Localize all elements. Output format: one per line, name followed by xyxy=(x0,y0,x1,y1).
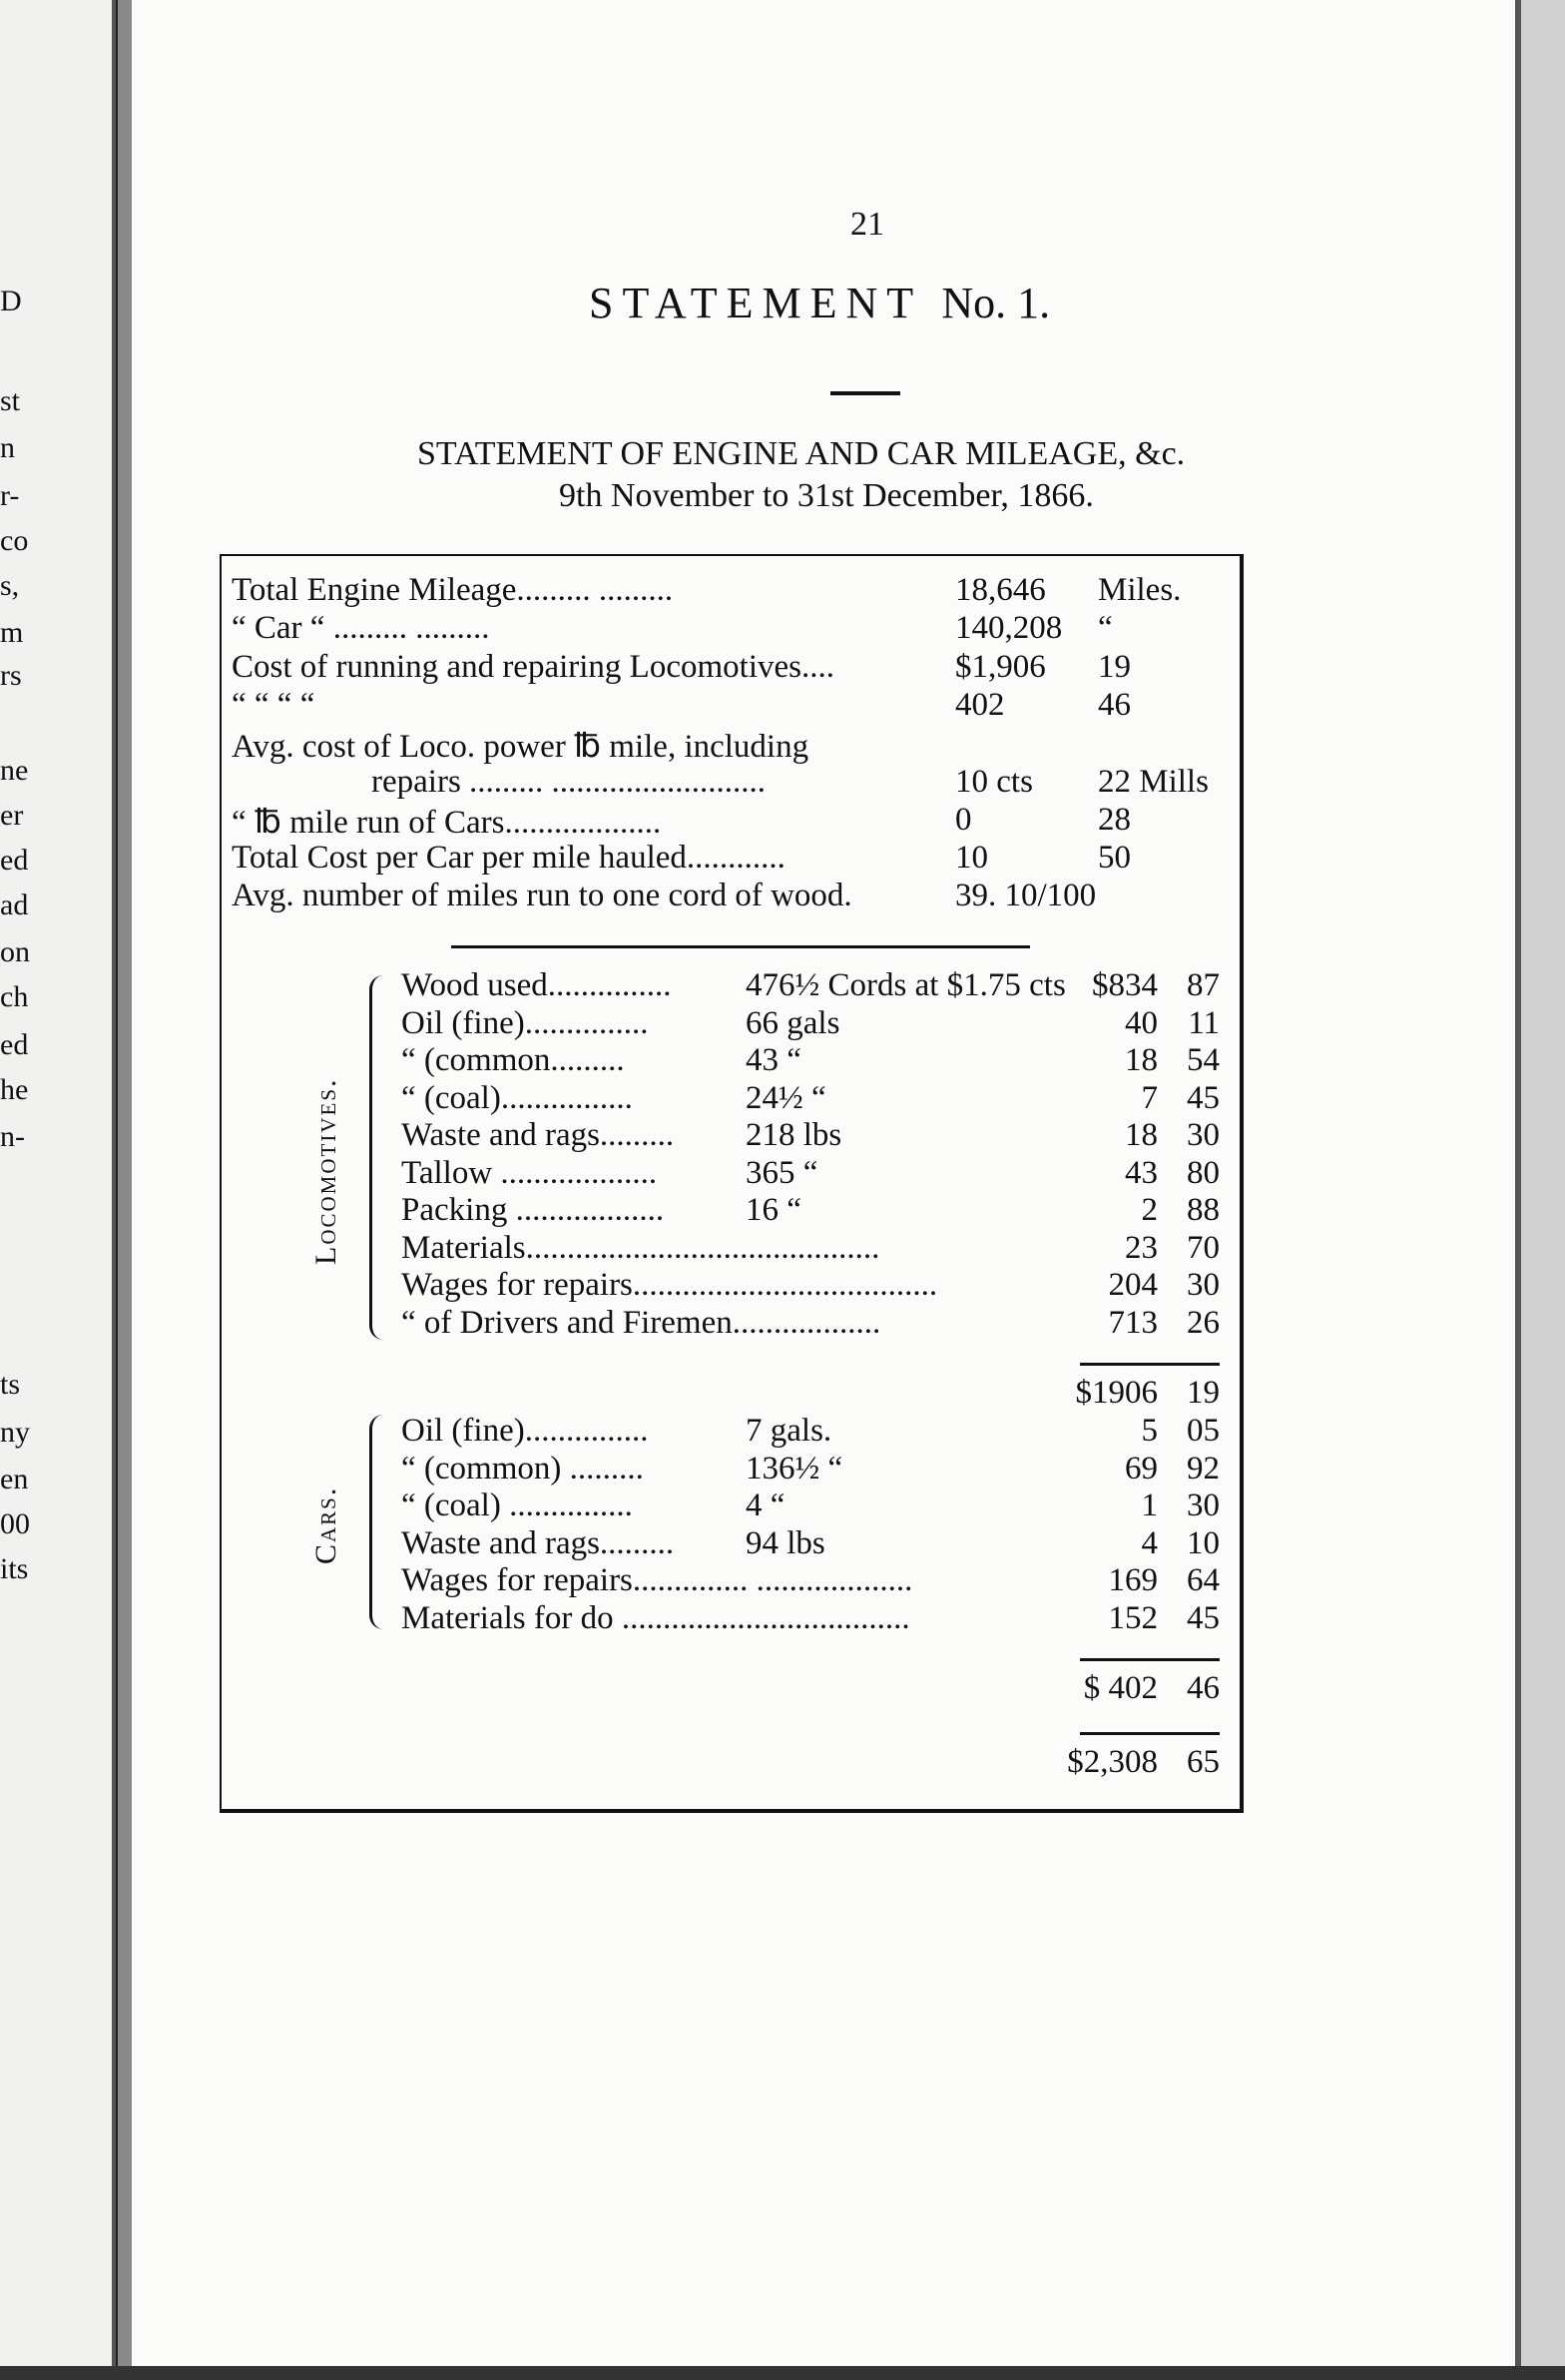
cars-dollars: 4 xyxy=(1141,1524,1158,1561)
summary-label: repairs ......... .......................... xyxy=(371,764,767,800)
locomotives-cents: 30 xyxy=(1187,1267,1220,1303)
locomotives-item: Packing .................. xyxy=(401,1192,665,1228)
locomotives-quantity: 66 gals xyxy=(746,1004,840,1041)
left-page-fragment: ny xyxy=(0,1416,30,1449)
locomotives-quantity: 365 “ xyxy=(746,1154,818,1191)
locomotives-quantity: 16 “ xyxy=(746,1192,801,1228)
left-page-fragment: er xyxy=(0,799,24,832)
locomotives-cents: 30 xyxy=(1187,1117,1220,1153)
locomotives-item: “ of Drivers and Firemen.................. xyxy=(401,1304,881,1341)
left-page-fragment: s, xyxy=(0,569,20,602)
locomotives-total-dollars: $1906 xyxy=(1075,1375,1158,1411)
summary-label: Cost of running and repairing Locomotives.... xyxy=(232,649,834,685)
cars-total-cents: 46 xyxy=(1187,1670,1220,1706)
cars-item: “ (coal) ............... xyxy=(401,1488,633,1523)
locomotives-quantity: 24½ “ xyxy=(746,1079,826,1116)
cars-quantity: 4 “ xyxy=(746,1488,785,1523)
summary-value: 140,208 xyxy=(955,610,1063,646)
grand-total-cents: 65 xyxy=(1187,1744,1220,1780)
locomotives-cents: 11 xyxy=(1188,1004,1220,1041)
locomotives-quantity: 43 “ xyxy=(746,1042,801,1078)
locomotives-item: “ (common......... xyxy=(401,1042,625,1078)
left-page-fragment: its xyxy=(0,1552,29,1585)
left-page-fragment: D xyxy=(0,285,22,317)
summary-label: Total Cost per Car per mile hauled............ xyxy=(232,840,785,876)
summary-label: Avg. number of miles run to one cord of wood. xyxy=(232,878,852,913)
locomotives-item: “ (coal)................ xyxy=(401,1079,633,1116)
cars-cents: 45 xyxy=(1187,1599,1220,1636)
left-page-fragment: r- xyxy=(0,479,20,512)
locomotives-total-rule xyxy=(1080,1363,1220,1366)
cars-item: “ (common) ......... xyxy=(401,1450,644,1487)
summary-value: 39. 10/100 xyxy=(955,878,1097,913)
locomotives-item: Waste and rags......... xyxy=(401,1117,675,1153)
locomotives-cents: 26 xyxy=(1187,1304,1220,1341)
statement-table xyxy=(220,554,1244,1813)
locomotives-cents: 54 xyxy=(1187,1042,1220,1078)
locomotives-quantity: 476½ Cords at $1.75 cts xyxy=(746,967,1066,1003)
locomotives-cents: 88 xyxy=(1187,1192,1220,1228)
summary-value: 10 xyxy=(955,840,988,876)
left-page-fragment: n- xyxy=(0,1120,25,1153)
locomotives-quantity: 218 lbs xyxy=(746,1117,842,1153)
page-right-edge xyxy=(1515,0,1565,2380)
page-number: 21 xyxy=(850,206,884,243)
cars-item: Waste and rags......... xyxy=(401,1524,675,1561)
left-page-fragment: on xyxy=(0,935,30,968)
cars-item: Wages for repairs.............. ................... xyxy=(401,1562,913,1598)
title-rule xyxy=(830,391,900,395)
locomotives-dollars: 204 xyxy=(1108,1267,1158,1303)
locomotives-dollars: 18 xyxy=(1125,1042,1158,1078)
statement-title xyxy=(589,278,1050,328)
locomotives-cents: 80 xyxy=(1187,1154,1220,1191)
locomotives-item: Wood used............... xyxy=(401,967,672,1003)
locomotives-item: Wages for repairs..................................... xyxy=(401,1267,938,1303)
cars-total-rule xyxy=(1080,1658,1220,1661)
summary-label: “ “ “ “ xyxy=(232,687,315,723)
locomotives-cents: 70 xyxy=(1187,1229,1220,1266)
summary-value: 10 cts xyxy=(955,764,1033,800)
left-page-fragment: rs xyxy=(0,659,22,692)
summary-value: 402 xyxy=(955,687,1005,723)
cars-quantity: 94 lbs xyxy=(746,1524,825,1561)
left-page-fragment: st xyxy=(0,384,21,417)
scan-bottom-edge xyxy=(0,2366,1565,2380)
locomotives-total-cents: 19 xyxy=(1187,1375,1220,1411)
left-page-fragment: n xyxy=(0,431,15,464)
summary-value-secondary: Miles. xyxy=(1098,572,1182,608)
date-range: 9th November to 31st December, 1866. xyxy=(559,477,1094,514)
locomotives-cents: 87 xyxy=(1187,967,1220,1003)
cars-item: Oil (fine)............... xyxy=(401,1413,649,1449)
summary-label: “ Car “ ......... ......... xyxy=(232,610,490,646)
locomotives-item: Tallow ................... xyxy=(401,1154,658,1191)
cars-dollars: 5 xyxy=(1141,1413,1158,1449)
summary-value: 18,646 xyxy=(955,572,1046,608)
cars-cents: 10 xyxy=(1187,1524,1220,1561)
locomotives-dollars: 23 xyxy=(1125,1229,1158,1266)
left-page-fragment: co xyxy=(0,524,29,557)
summary-value-secondary: 19 xyxy=(1098,649,1131,685)
left-page-fragment: he xyxy=(0,1073,29,1106)
cars-cents: 92 xyxy=(1187,1450,1220,1487)
cars-dollars: 169 xyxy=(1108,1562,1158,1598)
statement-subtitle: STATEMENT OF ENGINE AND CAR MILEAGE, &c. xyxy=(417,435,1186,472)
locomotives-brace xyxy=(369,975,386,1340)
cars-dollars: 1 xyxy=(1141,1488,1158,1523)
cars-cents: 05 xyxy=(1187,1413,1220,1449)
locomotives-dollars: 43 xyxy=(1125,1154,1158,1191)
cars-brace xyxy=(369,1415,386,1629)
left-page-fragment: ne xyxy=(0,754,29,787)
left-page-fragment: en xyxy=(0,1463,29,1495)
cars-side-label: Cars. xyxy=(309,1486,342,1564)
cars-quantity: 136½ “ xyxy=(746,1450,843,1487)
grand-total-rule xyxy=(1080,1732,1220,1735)
summary-value: $1,906 xyxy=(955,649,1046,685)
locomotives-side-label: Locomotives. xyxy=(309,1077,342,1265)
locomotives-dollars: $834 xyxy=(1092,967,1158,1003)
left-page-fragment: 00 xyxy=(0,1507,30,1540)
left-page-fragment: ts xyxy=(0,1368,21,1401)
grand-total-dollars: $2,308 xyxy=(1067,1744,1158,1780)
summary-label: Total Engine Mileage......... ......... xyxy=(232,572,674,608)
summary-divider xyxy=(451,945,1030,948)
locomotives-item: Materials........................................... xyxy=(401,1229,880,1266)
summary-value-secondary: 50 xyxy=(1098,840,1131,876)
locomotives-dollars: 40 xyxy=(1125,1004,1158,1041)
left-page-fragment: ed xyxy=(0,844,29,877)
cars-dollars: 69 xyxy=(1125,1450,1158,1487)
statement-title-word: STATEMENT xyxy=(589,279,922,327)
summary-label: “ ℔ mile run of Cars................... xyxy=(232,805,662,841)
summary-value-secondary: “ xyxy=(1098,610,1113,646)
left-page-fragment: ed xyxy=(0,1028,29,1061)
cars-cents: 64 xyxy=(1187,1562,1220,1598)
cars-dollars: 152 xyxy=(1108,1599,1158,1636)
summary-value: 0 xyxy=(955,802,972,838)
left-page-fragment: m xyxy=(0,616,24,649)
locomotives-dollars: 7 xyxy=(1141,1079,1158,1116)
locomotives-cents: 45 xyxy=(1187,1079,1220,1116)
cars-item: Materials for do ................................... xyxy=(401,1599,910,1636)
summary-label: Avg. cost of Loco. power ℔ mile, including xyxy=(232,729,809,765)
statement-title-number: No. 1. xyxy=(941,279,1051,327)
locomotives-dollars: 18 xyxy=(1125,1117,1158,1153)
locomotives-item: Oil (fine)............... xyxy=(401,1004,649,1041)
left-page-fragment: ch xyxy=(0,980,29,1013)
locomotives-dollars: 713 xyxy=(1108,1304,1158,1341)
left-page-edge xyxy=(0,0,116,2366)
cars-cents: 30 xyxy=(1187,1488,1220,1523)
locomotives-dollars: 2 xyxy=(1141,1192,1158,1228)
cars-quantity: 7 gals. xyxy=(746,1413,832,1449)
left-page-fragment: ad xyxy=(0,889,29,921)
summary-value-secondary: 22 Mills xyxy=(1098,764,1209,800)
summary-value-secondary: 46 xyxy=(1098,687,1131,723)
summary-value-secondary: 28 xyxy=(1098,802,1131,838)
cars-total-dollars: $ 402 xyxy=(1083,1670,1158,1706)
